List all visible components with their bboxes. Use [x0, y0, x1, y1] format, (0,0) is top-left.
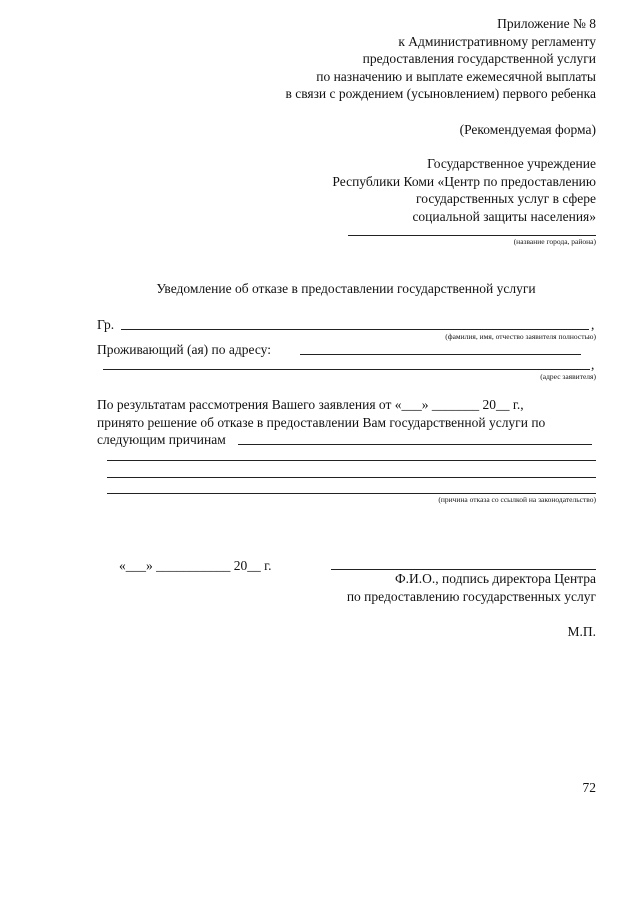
city-district-line — [348, 235, 596, 236]
appendix-line: в связи с рождением (усыновлением) первого ребенка — [285, 86, 596, 101]
citizen-name-line — [121, 329, 589, 330]
stamp-placeholder: М.П. — [567, 624, 596, 639]
city-district-caption: (название города, района) — [513, 237, 596, 246]
reason-caption: (причина отказа со ссылкой на законодательство) — [438, 495, 596, 504]
address-comma: , — [591, 357, 595, 372]
page-number: 72 — [582, 780, 596, 795]
reason-line-2 — [107, 460, 596, 461]
body-line-3: следующим причинам — [97, 432, 226, 447]
address-label: Проживающий (ая) по адресу: — [97, 342, 271, 357]
signature-name-line: Ф.И.О., подпись директора Центра — [394, 571, 596, 586]
reason-line-4 — [107, 493, 596, 494]
citizen-caption: (фамилия, имя, отчество заявителя полностью) — [445, 332, 596, 341]
appendix-header — [285, 15, 596, 103]
institution-line: государственных услуг в сфере — [416, 191, 596, 206]
institution-line: Государственное учреждение — [427, 156, 596, 171]
body-line-1: По результатам рассмотрения Вашего заявления от «___» _______ 20__ г., — [97, 397, 524, 412]
appendix-line: Приложение № 8 — [497, 16, 596, 31]
address-line-1 — [300, 354, 581, 355]
appendix-line: по назначению и выплате ежемесячной выплаты — [316, 68, 596, 84]
institution-line: Республики Коми «Центр по предоставлению — [332, 173, 596, 189]
address-caption: (адрес заявителя) — [540, 372, 596, 381]
institution-line: социальной защиты населения» — [412, 208, 596, 224]
citizen-comma: , — [591, 317, 595, 332]
reason-line-3 — [107, 477, 596, 478]
signature-name-line: по предоставлению государственных услуг — [346, 588, 596, 604]
citizen-label: Гр. — [97, 317, 115, 332]
signature-date: «___» ___________ 20__ г. — [119, 558, 272, 573]
reason-line-1 — [238, 444, 592, 445]
appendix-line: к Административному регламенту — [398, 33, 596, 49]
institution-block — [332, 155, 596, 225]
address-line-2 — [103, 369, 590, 370]
notice-title: Уведомление об отказе в предоставлении государственной услуги — [156, 281, 536, 296]
appendix-line: предоставления государственной услуги — [362, 51, 596, 66]
body-line-2: принято решение об отказе в предоставлении Вам государственной услуги по — [97, 415, 546, 430]
recommended-form-note: (Рекомендуемая форма) — [459, 122, 596, 137]
signature-block — [347, 570, 596, 605]
